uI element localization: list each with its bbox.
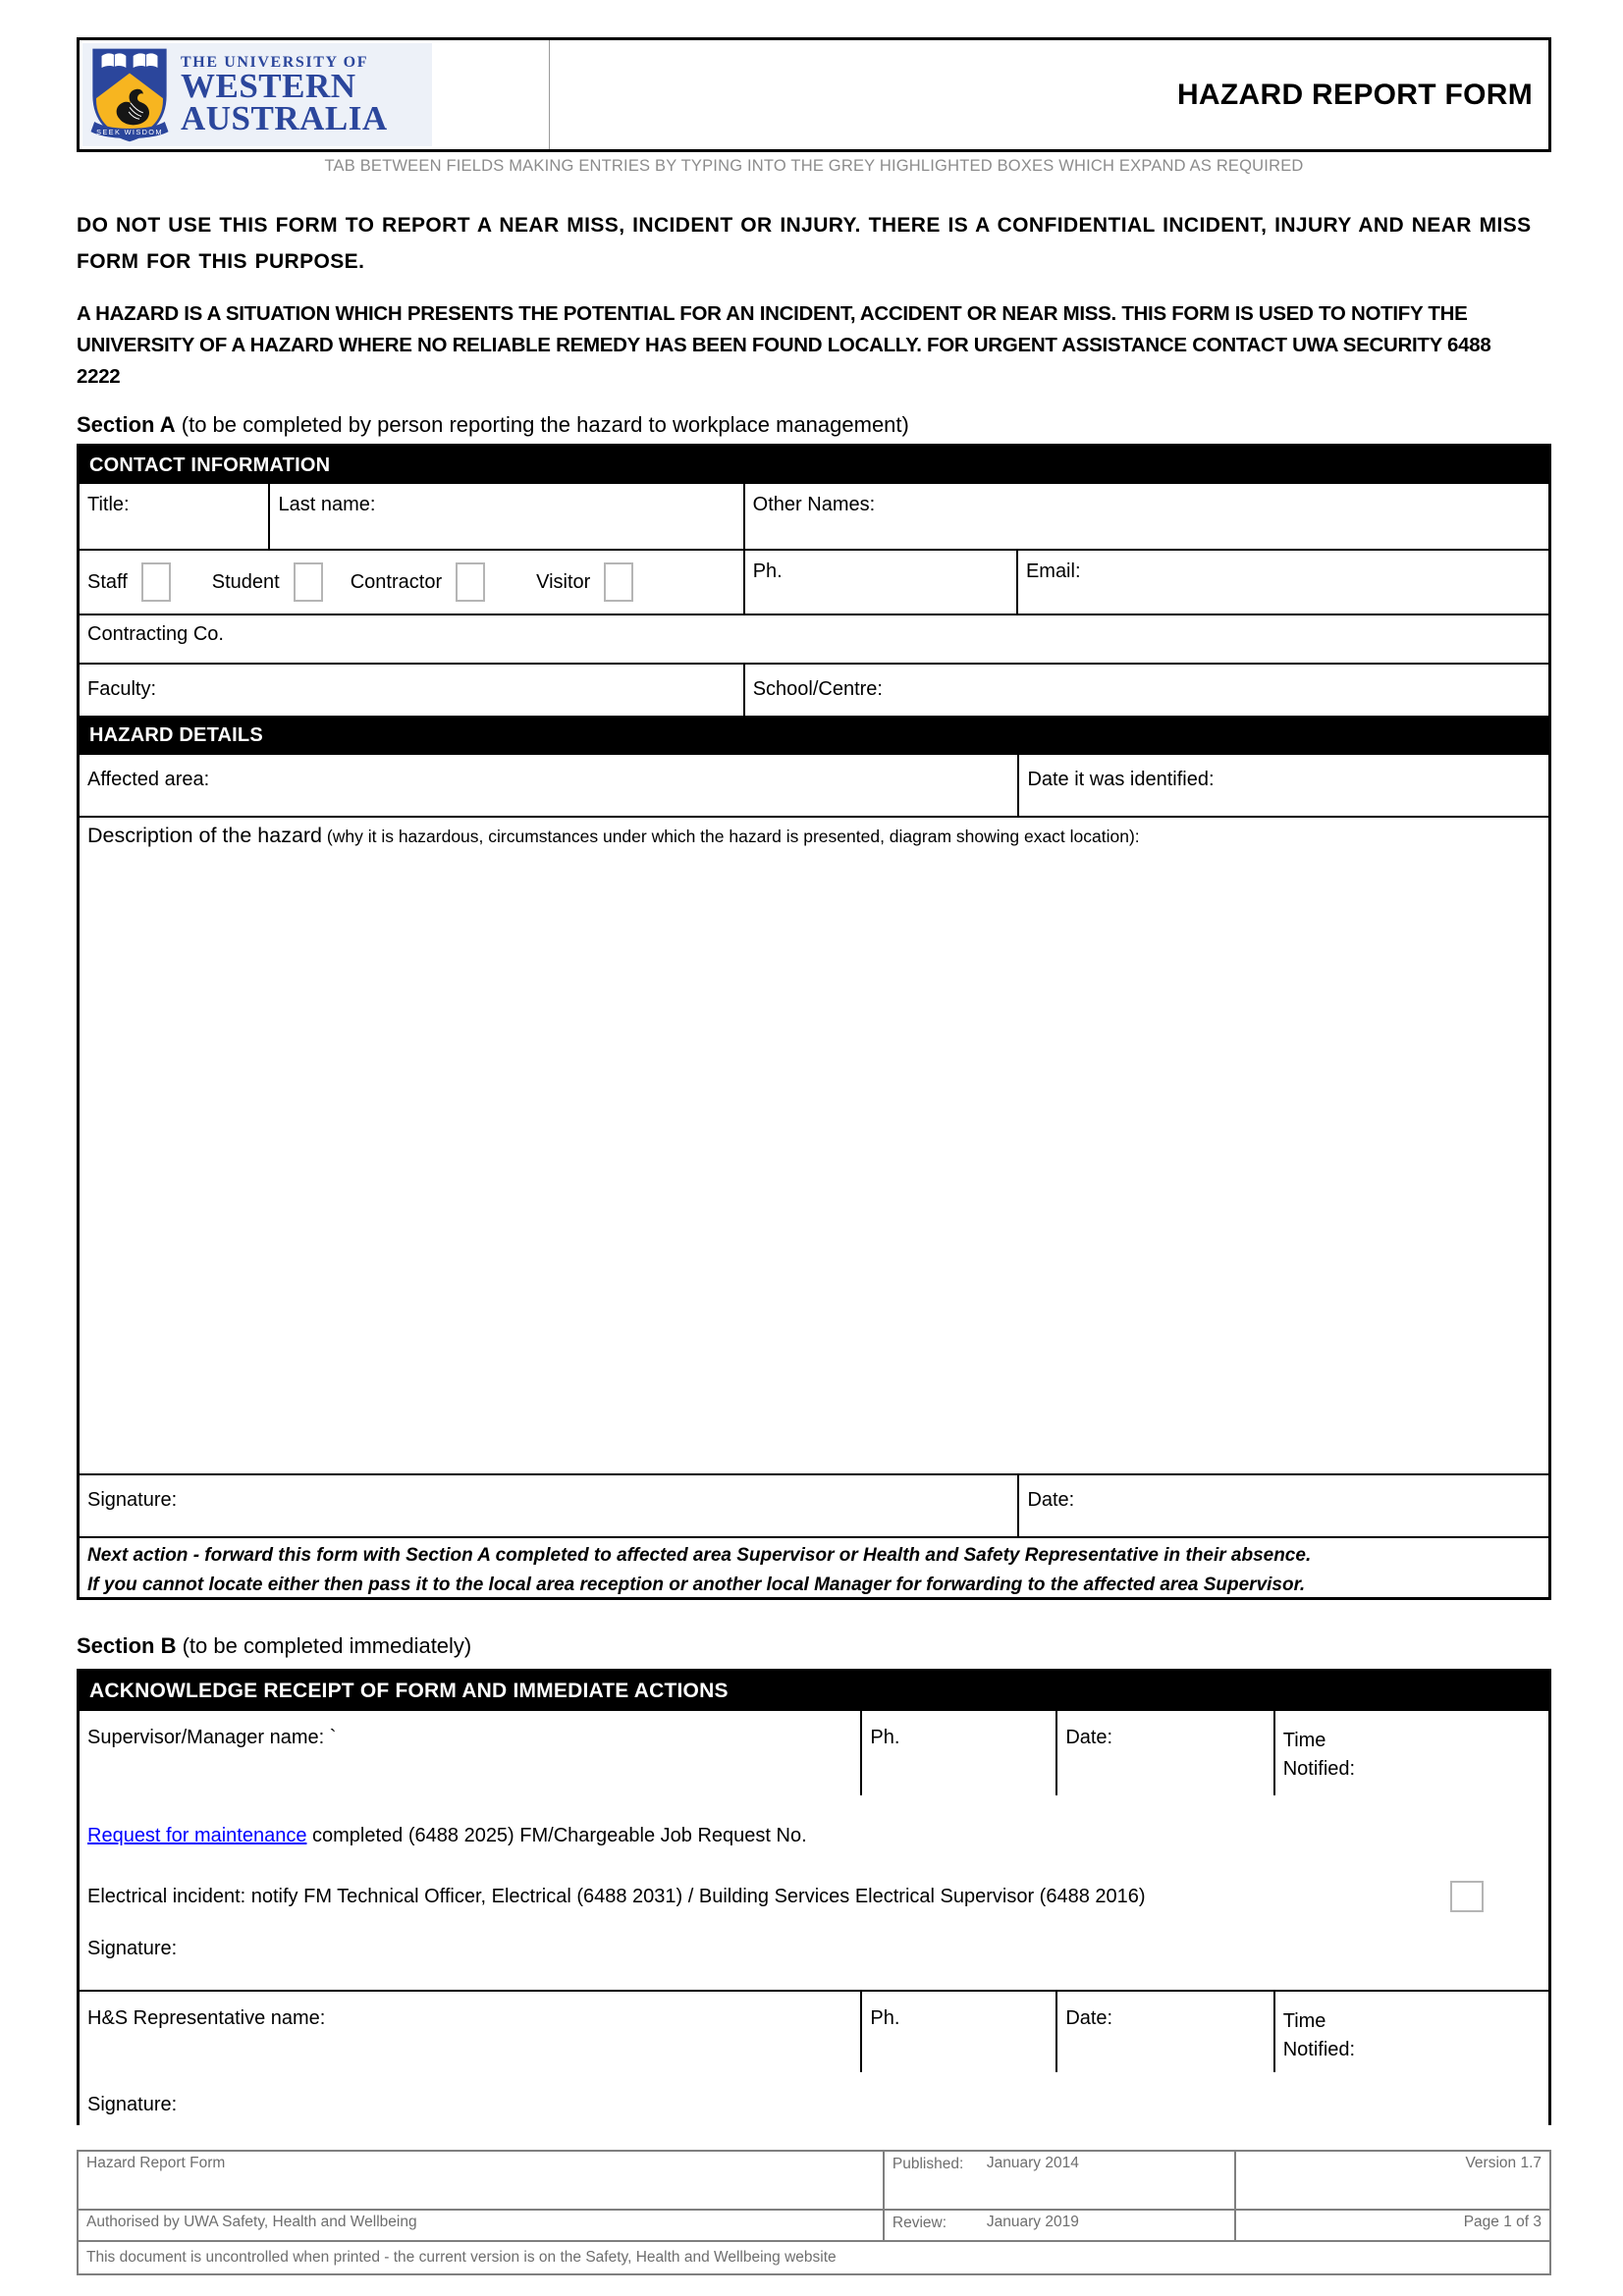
faculty-label: Faculty: bbox=[87, 678, 157, 700]
contact-information-header: CONTACT INFORMATION bbox=[80, 447, 1548, 484]
title-label: Title: bbox=[87, 494, 130, 515]
form-tagline: TAB BETWEEN FIELDS MAKING ENTRIES BY TYPING INTO THE GREY HIGHLIGHTED BOXES WHICH EXPAND AS REQUIRED bbox=[324, 157, 1304, 175]
maintenance-line-rest: completed (6488 2025) FM/Chargeable Job Request No. bbox=[306, 1825, 807, 1846]
title-field[interactable] bbox=[80, 484, 270, 549]
staff-label: Staff bbox=[87, 570, 128, 593]
student-label: Student bbox=[211, 570, 280, 593]
contracting-co-row bbox=[80, 614, 1548, 663]
section-b-label: Section B bbox=[77, 1633, 177, 1658]
hs-date-field[interactable] bbox=[1057, 1992, 1274, 2072]
logo-line-2: WESTERN bbox=[181, 67, 356, 106]
signature-row-a bbox=[80, 1473, 1548, 1536]
signature-label-a: Signature: bbox=[87, 1489, 178, 1511]
electrical-line bbox=[87, 1881, 1541, 1912]
contractor-checkbox[interactable] bbox=[456, 562, 485, 602]
section-b-table bbox=[77, 1669, 1551, 2125]
supervisor-ph-label: Ph. bbox=[870, 1727, 900, 1748]
document-footer bbox=[77, 2150, 1551, 2275]
footer-review-cell bbox=[885, 2211, 1236, 2240]
visitor-checkbox[interactable] bbox=[604, 562, 633, 602]
hs-name-field[interactable] bbox=[80, 1992, 862, 2072]
category-options bbox=[80, 551, 745, 614]
supervisor-time-field[interactable] bbox=[1275, 1711, 1548, 1795]
supervisor-name-field[interactable] bbox=[80, 1711, 862, 1795]
email-field[interactable] bbox=[1018, 551, 1548, 614]
date-label-a: Date: bbox=[1027, 1489, 1075, 1511]
footer-row-1 bbox=[79, 2152, 1549, 2209]
uwa-logo-text bbox=[181, 55, 388, 135]
hazard-description-hint: (why it is hazardous, circumstances under which the hazard is presented, diagram showing exact location): bbox=[322, 827, 1140, 846]
header-title-cell bbox=[550, 40, 1548, 149]
maintenance-line bbox=[87, 1825, 1541, 1847]
footer-published-value: January 2014 bbox=[986, 2155, 1079, 2171]
affected-area-label: Affected area: bbox=[87, 769, 210, 790]
category-row bbox=[80, 549, 1548, 614]
email-label: Email: bbox=[1025, 561, 1081, 582]
hs-signature-field[interactable] bbox=[80, 2072, 1548, 2125]
footer-authorised: Authorised by UWA Safety, Health and Wellbeing bbox=[79, 2211, 885, 2240]
supervisor-name-label: Supervisor/Manager name: ` bbox=[87, 1727, 337, 1748]
section-b-heading bbox=[77, 1633, 471, 1659]
form-header bbox=[77, 37, 1551, 152]
section-a-heading bbox=[77, 412, 909, 438]
supervisor-date-field[interactable] bbox=[1057, 1711, 1274, 1795]
uwa-logo bbox=[82, 43, 432, 146]
footer-review-value: January 2019 bbox=[986, 2214, 1079, 2230]
section-a-table bbox=[77, 444, 1551, 1600]
hs-date-label: Date: bbox=[1065, 2007, 1113, 2029]
do-not-use-warning: DO NOT USE THIS FORM TO REPORT A NEAR MISS, INCIDENT OR INJURY. THERE IS A CONFIDENTIAL INCIDENT, INJURY AND NEAR MISS FORM FOR THIS PURPOSE. bbox=[77, 214, 1532, 273]
school-centre-label: School/Centre: bbox=[752, 678, 883, 700]
electrical-text: Electrical incident: notify FM Technical Officer, Electrical (6488 2031) / Building Services Electrical Supervisor (6488 2016) bbox=[87, 1885, 1146, 1907]
date-field-a[interactable] bbox=[1019, 1475, 1548, 1536]
other-names-field[interactable] bbox=[745, 484, 1548, 549]
section-b-subtext: (to be completed immediately) bbox=[176, 1633, 472, 1658]
header-logo-cell bbox=[80, 40, 550, 149]
acknowledge-header: ACKNOWLEDGE RECEIPT OF FORM AND IMMEDIATE ACTIONS bbox=[80, 1672, 1548, 1711]
footer-review-label: Review: bbox=[892, 2215, 947, 2231]
date-identified-field[interactable] bbox=[1019, 755, 1548, 816]
faculty-field[interactable] bbox=[80, 665, 745, 716]
hs-name-label: H&S Representative name: bbox=[87, 2007, 326, 2029]
immediate-actions-cell bbox=[80, 1795, 1548, 1990]
footer-published-cell bbox=[885, 2152, 1236, 2209]
footer-doc-name: Hazard Report Form bbox=[79, 2152, 885, 2209]
supervisor-time-label: Time Notified: bbox=[1282, 1730, 1356, 1780]
last-name-field[interactable] bbox=[270, 484, 744, 549]
contracting-co-field[interactable] bbox=[80, 615, 1548, 663]
supervisor-signature-field[interactable] bbox=[87, 1938, 1541, 1960]
hazard-description-field[interactable] bbox=[80, 816, 1548, 1473]
next-action-note bbox=[80, 1536, 1548, 1603]
electrical-checkbox[interactable] bbox=[1450, 1881, 1484, 1912]
affected-area-field[interactable] bbox=[80, 755, 1019, 816]
hs-time-label: Time Notified: bbox=[1282, 2010, 1356, 2060]
supervisor-row bbox=[80, 1711, 1548, 1795]
hs-ph-field[interactable] bbox=[862, 1992, 1057, 2072]
contractor-label: Contractor bbox=[350, 570, 443, 593]
uwa-crest-icon bbox=[86, 45, 173, 144]
hs-time-field[interactable] bbox=[1275, 1992, 1548, 2072]
hs-signature-label: Signature: bbox=[87, 2094, 178, 2115]
logo-line-3: AUSTRALIA bbox=[181, 98, 388, 137]
phone-label: Ph. bbox=[752, 561, 783, 582]
footer-row-3 bbox=[79, 2240, 1549, 2273]
footer-uncontrolled-note: This document is uncontrolled when printed - the current version is on the Safety, Health and Wellbeing website bbox=[86, 2249, 837, 2266]
next-action-line-1: Next action - forward this form with Section A completed to affected area Supervisor or Health and Safety Representative in their absence. bbox=[87, 1545, 1312, 1566]
signature-field-a[interactable] bbox=[80, 1475, 1019, 1536]
visitor-label: Visitor bbox=[536, 570, 591, 593]
footer-page-number: Page 1 of 3 bbox=[1463, 2214, 1542, 2230]
affected-area-row bbox=[80, 753, 1548, 816]
footer-row-2 bbox=[79, 2209, 1549, 2240]
hs-representative-row bbox=[80, 1990, 1548, 2072]
next-action-line-2: If you cannot locate either then pass it to the local area reception or another local Manager for forwarding to the affected area Supervisor. bbox=[87, 1575, 1306, 1595]
faculty-row bbox=[80, 663, 1548, 716]
footer-version: Version 1.7 bbox=[1465, 2155, 1542, 2171]
school-centre-field[interactable] bbox=[745, 665, 1548, 716]
date-identified-label: Date it was identified: bbox=[1027, 769, 1215, 790]
contracting-co-label: Contracting Co. bbox=[87, 623, 224, 645]
footer-published-label: Published: bbox=[892, 2156, 964, 2172]
hs-ph-label: Ph. bbox=[870, 2007, 900, 2029]
logo-line-1: THE UNIVERSITY OF bbox=[181, 53, 369, 71]
phone-field[interactable] bbox=[745, 551, 1018, 614]
last-name-label: Last name: bbox=[278, 494, 376, 515]
supervisor-date-label: Date: bbox=[1065, 1727, 1113, 1748]
request-maintenance-link[interactable]: Request for maintenance bbox=[87, 1825, 307, 1846]
section-a-subtext: (to be completed by person reporting the hazard to workplace management) bbox=[175, 412, 909, 437]
form-title: HAZARD REPORT FORM bbox=[1176, 78, 1533, 111]
staff-checkbox[interactable] bbox=[141, 562, 171, 602]
hazard-definition: A HAZARD IS A SITUATION WHICH PRESENTS THE POTENTIAL FOR AN INCIDENT, ACCIDENT OR NEAR MISS. THIS FORM IS USED TO NOTIFY THE UNIVERSITY OF A HAZARD WHERE NO RELIABLE REMEDY HAS BEEN FOUND LOCALLY. FOR URGENT ASSISTANCE CONTACT UWA SECURITY 6488 2222 bbox=[77, 302, 1491, 388]
name-row bbox=[80, 484, 1548, 549]
section-a-label: Section A bbox=[77, 412, 176, 437]
student-checkbox[interactable] bbox=[294, 562, 323, 602]
supervisor-signature-label: Signature: bbox=[87, 1938, 178, 1959]
other-names-label: Other Names: bbox=[752, 494, 876, 515]
hazard-details-header: HAZARD DETAILS bbox=[80, 716, 1548, 753]
svg-text:SEEK WISDOM: SEEK WISDOM bbox=[96, 127, 163, 136]
supervisor-ph-field[interactable] bbox=[862, 1711, 1057, 1795]
hazard-description-label: Description of the hazard bbox=[87, 824, 323, 847]
